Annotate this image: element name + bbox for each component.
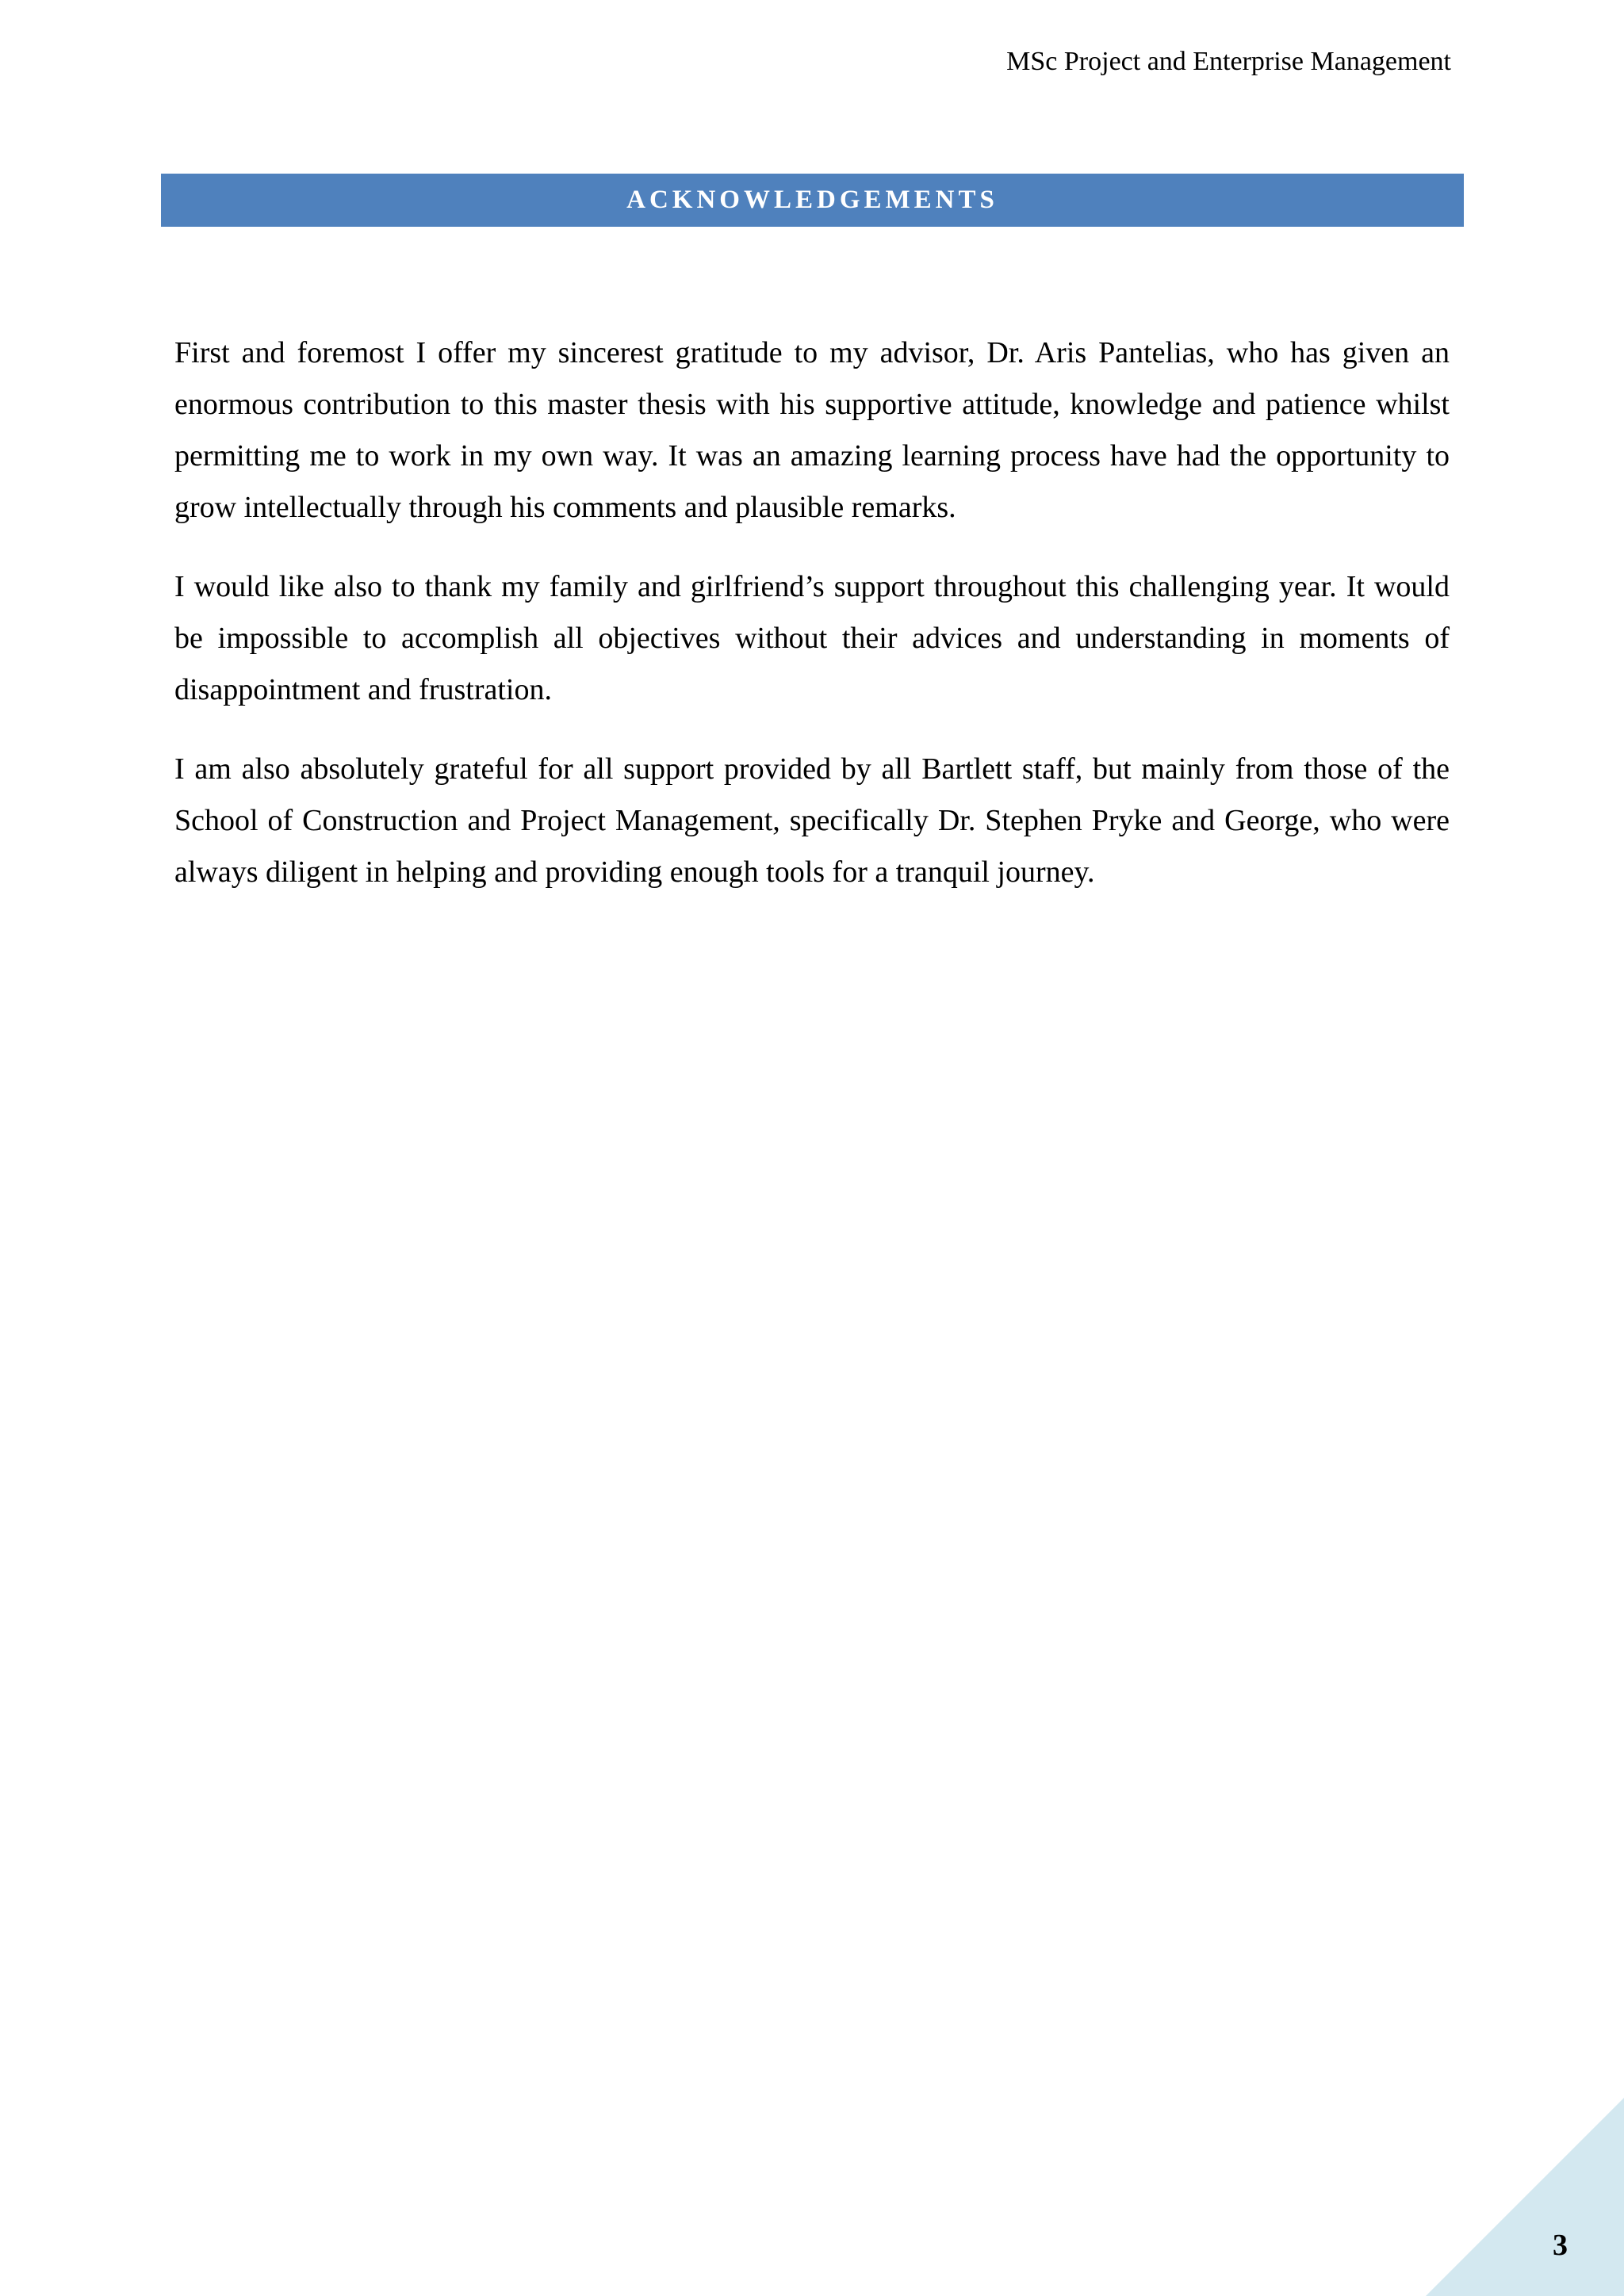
paragraph-advisor: First and foremost I offer my sincerest gratitude to my advisor, Dr. Aris Pantelias, who has given an enormous contribution to this master thesis with his supportive attitude, knowledge and patience whilst permitting me to work in my own way. It was an amazing learning process have had the opportunity to grow intellectually through his comments and plausible remarks. [174,336,1450,524]
section-title: ACKNOWLEDGEMENTS [626,186,998,214]
running-header: MSc Project and Enterprise Management [1006,47,1451,76]
body-text [174,327,1450,926]
page-number: 3 [1553,2229,1568,2262]
corner-decoration [1426,2098,1624,2296]
section-banner [161,174,1464,227]
paragraph-family: I would like also to thank my family and girlfriend’s support throughout this challenging year. It would be impossible to accomplish all objectives without their advices and understanding in moments of disappointment and frustration. [174,570,1450,706]
paragraph-staff: I am also absolutely grateful for all support provided by all Bartlett staff, but mainly from those of the School of Construction and Project Management, specifically Dr. Stephen Pryke and George, who were always diligent in helping and providing enough tools for a tranquil journey. [174,752,1450,889]
